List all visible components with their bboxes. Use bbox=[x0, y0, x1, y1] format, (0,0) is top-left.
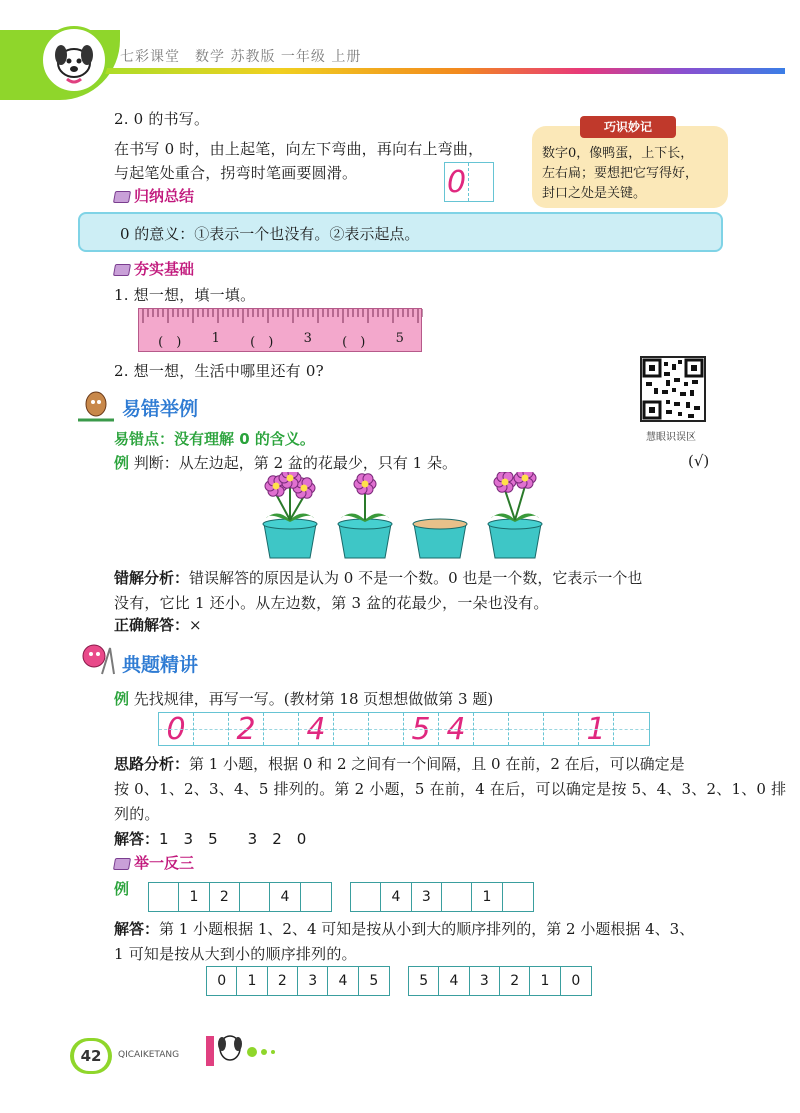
mistakes-point-label: 易错点： bbox=[114, 430, 175, 448]
header-mascot-circle bbox=[40, 26, 108, 94]
header-rainbow-bar bbox=[60, 68, 785, 74]
ruler-label: ( ) bbox=[342, 335, 366, 350]
ruler-label: ( ) bbox=[250, 335, 274, 350]
zero-writing-example bbox=[444, 162, 494, 202]
number-cell bbox=[351, 883, 381, 911]
answer-label: 解答： bbox=[114, 920, 160, 938]
writing-row bbox=[158, 712, 650, 746]
intro-line-2: 在书写 0 时，由上起笔，向左下弯曲，再向右上弯曲， bbox=[114, 140, 484, 158]
number-cell bbox=[503, 883, 533, 911]
writing-cell: 4 bbox=[439, 713, 474, 745]
writing-cell bbox=[614, 713, 649, 745]
tip-line-1: 数字0，像鸭蛋，上下长， bbox=[542, 146, 694, 161]
analysis-label: 错解分析： bbox=[114, 569, 190, 587]
extend-row-1 bbox=[148, 882, 332, 912]
extend-row-2 bbox=[350, 882, 534, 912]
idea-label: 思路分析： bbox=[114, 755, 190, 773]
flower-pot bbox=[488, 472, 542, 558]
writing-cell bbox=[544, 713, 579, 745]
ruler-labels bbox=[143, 331, 419, 350]
flower-pots-illustration bbox=[240, 472, 560, 562]
number-cell: 0 bbox=[571, 973, 581, 989]
writing-cell bbox=[194, 713, 229, 745]
mistakes-example-mark: (√) bbox=[688, 452, 710, 470]
number-cell: 5 bbox=[409, 967, 439, 995]
footer-brand: QICAIKETANG bbox=[118, 1050, 180, 1060]
flower-pot bbox=[413, 519, 467, 558]
number-cell bbox=[301, 883, 331, 911]
mistakes-example-text: 判断：从左边起，第 2 盆的花最少，只有 1 朵。 bbox=[133, 454, 457, 472]
answer-row-1 bbox=[206, 966, 390, 996]
number-cell: 2 bbox=[500, 967, 530, 995]
writing-cell bbox=[264, 713, 299, 745]
basics-heading: 夯实基础 bbox=[114, 258, 194, 279]
number-cell: 1 bbox=[530, 967, 560, 995]
extend-answer-line-2: 1 可知是按从大到小的顺序排列的。 bbox=[114, 945, 357, 963]
extend-answer bbox=[114, 918, 694, 939]
number-cell bbox=[240, 883, 270, 911]
writing-cell bbox=[509, 713, 544, 745]
idea-line-2: 按 0、1、2、3、4、5 排列的。第 2 小题，5 在前，4 在后，可以确定是按 5、4、3、2、1、0 排 bbox=[114, 780, 787, 798]
tip-box-title: 巧识妙记 bbox=[580, 116, 676, 138]
number-cell: 4 bbox=[328, 967, 358, 995]
zero-example-digit: 0 bbox=[446, 164, 467, 200]
typical-answer bbox=[114, 828, 306, 849]
tip-line-2: 左右扁；要想把它写得好， bbox=[542, 166, 699, 181]
answer-text: × bbox=[189, 616, 202, 634]
summary-box bbox=[78, 212, 723, 252]
ruler-label: 5 bbox=[395, 331, 404, 346]
writing-cell: 2 bbox=[229, 713, 264, 745]
mistakes-point-text: 没有理解 0 的含义。 bbox=[174, 430, 315, 448]
example-label: 例 bbox=[114, 880, 130, 898]
writing-cell bbox=[369, 713, 404, 745]
writing-cell: 4 bbox=[299, 713, 334, 745]
writing-cell bbox=[474, 713, 509, 745]
number-cell: 1 bbox=[179, 883, 209, 911]
qr-caption: 慧眼识误区 bbox=[646, 432, 696, 443]
ruler bbox=[138, 308, 422, 352]
typical-title: 典题精讲 bbox=[122, 654, 199, 676]
extend-heading: 举一反三 bbox=[114, 852, 194, 873]
analysis-line-2: 没有，它比 1 还小。从左边数，第 3 盆的花最少，一朵也没有。 bbox=[114, 594, 549, 612]
answer-label: 正确解答： bbox=[114, 616, 190, 634]
number-cell: 4 bbox=[381, 883, 411, 911]
number-cell: 1 bbox=[237, 967, 267, 995]
mistakes-example bbox=[114, 452, 457, 473]
qr-code-icon[interactable] bbox=[640, 356, 706, 422]
idea-line-1: 第 1 小题，根据 0 和 2 之间有一个间隔，且 0 在前，2 在后，可以确定是 bbox=[189, 755, 685, 773]
footer-mascot-icon bbox=[200, 1030, 290, 1070]
basics-question-2: 2. 想一想，生活中哪里还有 0? bbox=[114, 362, 324, 380]
writing-cell: 0 bbox=[159, 713, 194, 745]
section-flag-icon bbox=[113, 264, 131, 276]
tip-box-text bbox=[542, 144, 698, 204]
answer-row-2 bbox=[408, 966, 592, 996]
number-cell: 3 bbox=[298, 967, 328, 995]
dog-mascot-icon bbox=[43, 29, 105, 91]
number-cell bbox=[149, 883, 179, 911]
mistake-mascot-icon bbox=[76, 388, 116, 424]
flower-pots bbox=[240, 472, 560, 562]
header-title: 七彩课堂 数学 苏教版 一年级 上册 bbox=[120, 49, 362, 65]
mistakes-point bbox=[114, 428, 315, 449]
number-cell: 4 bbox=[270, 883, 300, 911]
summary-text: 0 的意义：①表示一个也没有。②表示起点。 bbox=[120, 225, 420, 243]
number-cell: 2 bbox=[268, 967, 298, 995]
number-cell: 5 bbox=[369, 973, 379, 989]
ruler-label: 1 bbox=[211, 331, 220, 346]
tip-line-3: 封口之处是关键。 bbox=[542, 186, 647, 201]
flower-pot bbox=[338, 474, 392, 558]
analysis-line-1: 错误解答的原因是认为 0 不是一个数。0 也是一个数，它表示一个也 bbox=[189, 569, 643, 587]
typical-example-text: 先找规律，再写一写。(教材第 18 页想想做做第 3 题) bbox=[133, 690, 494, 708]
writing-cell: 5 bbox=[404, 713, 439, 745]
idea-analysis bbox=[114, 753, 685, 774]
writing-cell: 1 bbox=[579, 713, 614, 745]
extend-answer-line-1: 第 1 小题根据 1、2、4 可知是按从小到大的顺序排列的，第 2 小题根据 4、3、 bbox=[159, 920, 695, 938]
intro-line-3: 与起笔处重合，拐弯时笔画要圆滑。 bbox=[114, 164, 358, 182]
example-label: 例 bbox=[114, 690, 130, 708]
basics-question-1: 1. 想一想，填一填。 bbox=[114, 286, 256, 304]
answer-label: 解答： bbox=[114, 830, 160, 848]
mistakes-answer bbox=[114, 614, 202, 635]
section-flag-icon bbox=[113, 858, 131, 870]
number-cell: 3 bbox=[412, 883, 442, 911]
ruler-label: 3 bbox=[303, 331, 312, 346]
summary-heading: 归纳总结 bbox=[114, 185, 194, 206]
tip-box bbox=[532, 120, 728, 208]
mistakes-title: 易错举例 bbox=[122, 398, 199, 420]
number-cell: 1 bbox=[472, 883, 502, 911]
number-cell: 0 bbox=[207, 967, 237, 995]
example-label: 例 bbox=[114, 454, 130, 472]
intro-line-1: 2. 0 的书写。 bbox=[114, 110, 210, 128]
page-number-badge bbox=[70, 1038, 112, 1074]
typical-mascot-icon bbox=[76, 640, 116, 676]
writing-cell bbox=[334, 713, 369, 745]
mistakes-analysis bbox=[114, 567, 642, 588]
flower-pot bbox=[263, 472, 317, 558]
typical-answer-text: 1 3 5 3 2 0 bbox=[159, 830, 307, 848]
ruler-label: ( ) bbox=[158, 335, 182, 350]
number-cell: 4 bbox=[439, 967, 469, 995]
idea-line-3: 列的。 bbox=[114, 805, 160, 823]
number-cell bbox=[442, 883, 472, 911]
page-number: 42 bbox=[74, 1041, 108, 1071]
number-cell: 3 bbox=[470, 967, 500, 995]
section-flag-icon bbox=[113, 191, 131, 203]
typical-example bbox=[114, 688, 493, 709]
number-cell: 2 bbox=[210, 883, 240, 911]
